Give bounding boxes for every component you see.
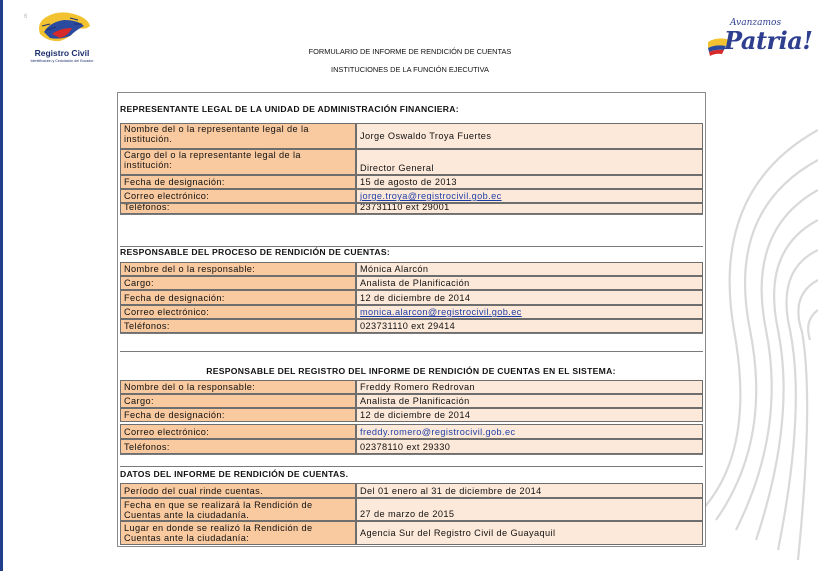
row-label: Cargo: <box>120 394 356 408</box>
row-label: Período del cual rinde cuentas. <box>120 483 356 498</box>
logo-title: Registro Civil <box>34 48 90 58</box>
spacer-band <box>120 333 703 352</box>
ecuador-map-logo-icon <box>30 8 96 48</box>
table-row <box>120 424 703 439</box>
email-link[interactable]: freddy.romero@registrocivil.gob.ec <box>356 424 703 439</box>
table-row <box>120 305 703 319</box>
left-accent-bar <box>0 0 3 571</box>
table-row <box>120 189 703 203</box>
row-value: Analista de Planificación <box>356 276 703 290</box>
row-label: Correo electrónico: <box>120 189 356 203</box>
row-value: 15 de agosto de 2013 <box>356 175 703 189</box>
row-label: Nombre del o la responsable: <box>120 380 356 394</box>
email-link[interactable]: monica.alarcon@registrocivil.gob.ec <box>356 305 703 319</box>
table-row <box>120 521 703 545</box>
row-value: 023731110 ext 29414 <box>356 319 703 333</box>
row-label: Fecha de designación: <box>120 290 356 305</box>
table-row <box>120 439 703 454</box>
row-value: Freddy Romero Redrovan <box>356 380 703 394</box>
table-row <box>120 290 703 305</box>
row-value: Jorge Oswaldo Troya Fuertes <box>356 123 703 149</box>
row-value: Agencia Sur del Registro Civil de Guayaquil <box>356 521 703 545</box>
row-label: Fecha en que se realizará la Rendición de Cuentas ante la ciudadanía. <box>120 498 356 521</box>
section-title-system-resp: RESPONSABLE DEL REGISTRO DEL INFORME DE RENDICIÓN DE CUENTAS EN EL SISTEMA: <box>206 366 616 376</box>
table-row <box>120 380 703 394</box>
section-title-process-resp: RESPONSABLE DEL PROCESO DE RENDICIÓN DE CUENTAS: <box>120 247 391 257</box>
row-label: Nombre del o la responsable: <box>120 262 356 276</box>
row-label: Correo electrónico: <box>120 424 356 439</box>
row-value: 23731110 ext 29001 <box>356 203 703 214</box>
form-subtitle: INSTITUCIONES DE LA FUNCIÓN EJECUTIVA <box>331 65 489 74</box>
row-label: Correo electrónico: <box>120 305 356 319</box>
row-value: Del 01 enero al 31 de diciembre de 2014 <box>356 483 703 498</box>
row-value: 02378110 ext 29330 <box>356 439 703 454</box>
table-row <box>120 319 703 333</box>
row-value: Mónica Alarcón <box>356 262 703 276</box>
form-title: FORMULARIO DE INFORME DE RENDICIÓN DE CUENTAS <box>308 47 512 56</box>
table-row <box>120 483 703 498</box>
row-value: Director General <box>356 149 703 175</box>
row-label: Teléfonos: <box>120 439 356 454</box>
table-row <box>120 498 703 521</box>
row-label: Cargo del o la representante legal de la institución: <box>120 149 356 175</box>
row-label: Teléfonos: <box>120 203 356 214</box>
registro-civil-logo <box>30 8 100 70</box>
row-label: Nombre del o la representante legal de la institución. <box>120 123 356 149</box>
row-value: 12 de diciembre de 2014 <box>356 408 703 422</box>
slogan-big: Patria! <box>724 26 813 55</box>
spacer-band <box>120 214 703 247</box>
table-row <box>120 149 703 175</box>
section-title-legal-rep: REPRESENTANTE LEGAL DE LA UNIDAD DE ADMINISTRACIÓN FINANCIERA: <box>120 104 459 114</box>
section-title-report-data: DATOS DEL INFORME DE RENDICIÓN DE CUENTAS. <box>120 469 349 479</box>
logo-subtitle: Identificación y Cedulación del Ecuador <box>30 59 94 63</box>
row-value: 27 de marzo de 2015 <box>356 498 703 521</box>
slogan-small: Avanzamos <box>730 18 782 28</box>
table-row <box>120 276 703 290</box>
row-label: Fecha de designación: <box>120 408 356 422</box>
row-label: Fecha de designación: <box>120 175 356 189</box>
row-label: Teléfonos: <box>120 319 356 333</box>
table-row <box>120 203 703 214</box>
row-value: Analista de Planificación <box>356 394 703 408</box>
table-row <box>120 123 703 149</box>
table-row <box>120 262 703 276</box>
row-label: Lugar en donde se realizó la Rendición de Cuentas ante la ciudadanía: <box>120 521 356 545</box>
page-number: 6 <box>24 14 28 20</box>
table-row <box>120 394 703 408</box>
email-link[interactable]: jorge.troya@registrocivil.gob.ec <box>356 189 703 203</box>
fingerprint-watermark <box>706 70 818 570</box>
row-label: Cargo: <box>120 276 356 290</box>
row-value: 12 de diciembre de 2014 <box>356 290 703 305</box>
table-row <box>120 175 703 189</box>
patria-logo <box>706 18 813 68</box>
table-row <box>120 408 703 422</box>
spacer-band <box>120 454 703 467</box>
